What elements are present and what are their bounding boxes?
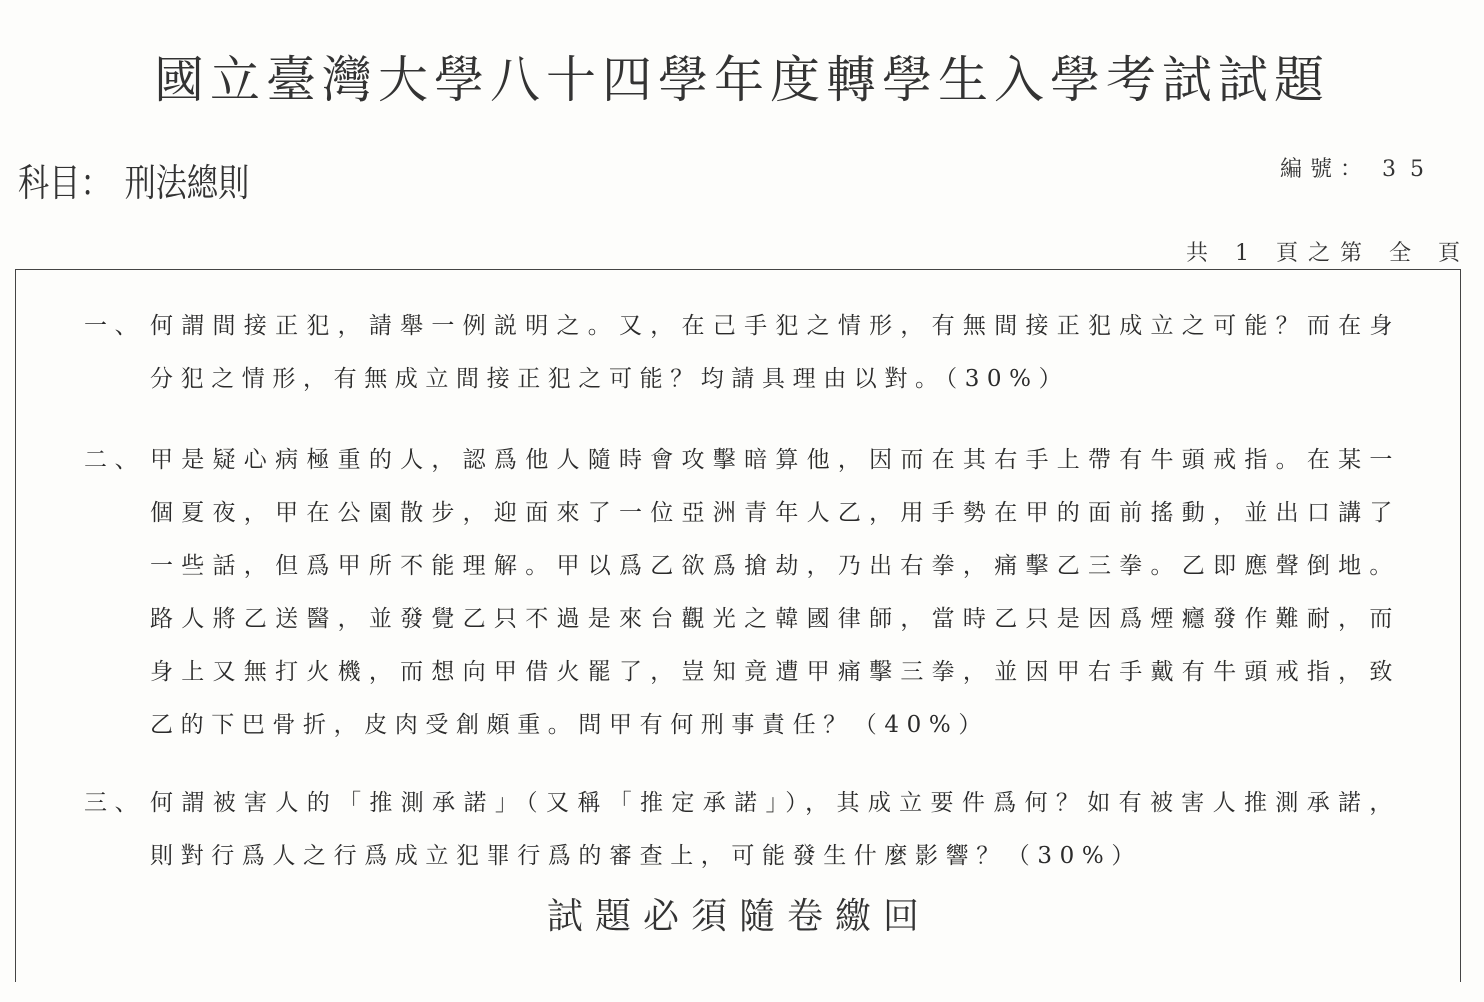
subject-label: 科目： [18, 161, 112, 205]
subject-line [18, 152, 249, 207]
question-box [15, 269, 1461, 982]
question-text: 何謂間接正犯，請舉一例説明之。又，在己手犯之情形，有無間接正犯成立之可能？而在身分犯之情形，有無成立間接正犯之可能？均請具理由以對。（30%） [150, 313, 1400, 392]
exam-code [1280, 152, 1438, 183]
code-label: 編號： [1279, 157, 1370, 182]
code-number: 35 [1382, 157, 1438, 182]
return-notice: 試題必須隨卷繳回 [546, 896, 931, 937]
question-number: 三、 [84, 790, 146, 816]
page-info: 共 1 頁之第 全 頁 [1186, 241, 1470, 266]
question-number: 一、 [84, 313, 146, 339]
question-number: 二、 [84, 447, 146, 473]
subject-name: 刑法總則 [124, 161, 250, 205]
exam-title: 國立臺灣大學八十四學年度轉學生入學考試試題 [154, 51, 1330, 109]
question-text: 何謂被害人的「推測承諾」（又稱「推定承諾」），其成立要件爲何？如有被害人推測承諾，則對行爲人之行爲成立犯罪行爲的審查上，可能發生什麼影響？（30%） [150, 790, 1400, 869]
question-text: 甲是疑心病極重的人，認爲他人隨時會攻擊暗算他，因而在其右手上帶有牛頭戒指。在某一個夏夜，甲在公園散步，迎面來了一位亞洲青年人乙，用手勢在甲的面前搖動，並出口講了一些話，但爲甲所不能理解。甲以爲乙欲爲搶劫，乃出右拳，痛擊乙三拳。乙即應聲倒地。路人將乙送醫，並發覺乙只不過是來台觀光之韓國律師，當時乙只是因爲煙癮發作難耐，而身上又無打火機，而想向甲借火罷了，豈知竟遭甲痛擊三拳，並因甲右手戴有牛頭戒指，致乙的下巴骨折，皮肉受創頗重。問甲有何刑事責任？（40%） [150, 447, 1400, 738]
